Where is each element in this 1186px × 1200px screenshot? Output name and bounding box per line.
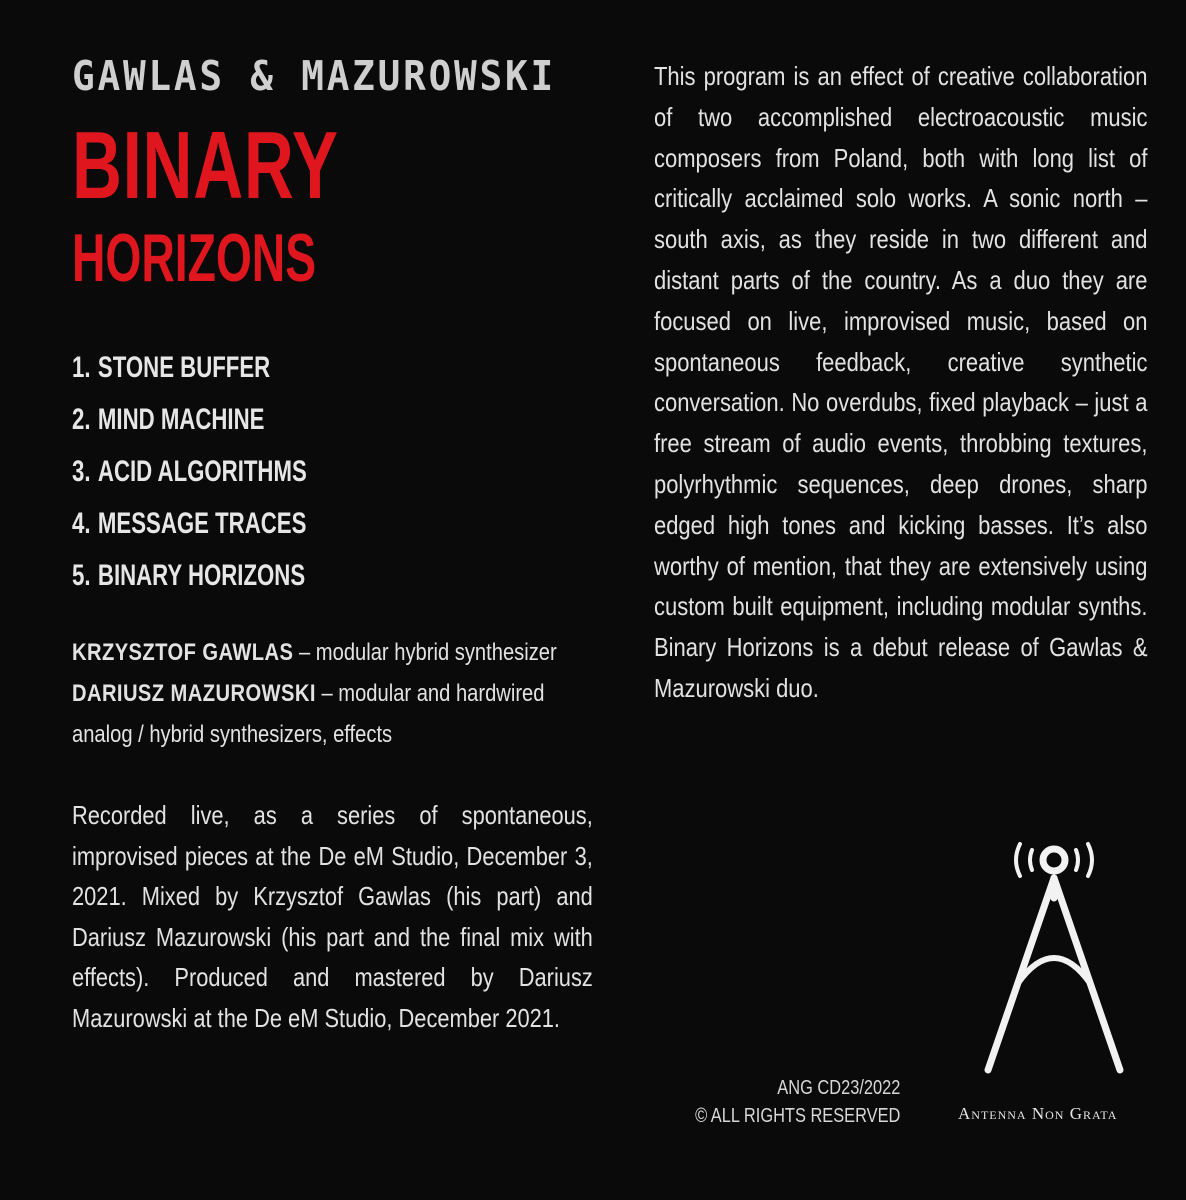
catalog-number: ANG CD23/2022 (776, 1077, 900, 1099)
credit-line (72, 673, 602, 714)
track-item (72, 342, 464, 394)
track-number: 5. (72, 559, 91, 592)
track-title: ACID ALGORITHMS (97, 455, 307, 488)
credits (72, 632, 602, 755)
credit-name: DARIUSZ MAZUROWSKI (72, 680, 316, 707)
credit-role: – modular hybrid synthesizer (298, 639, 557, 666)
description-text: This program is an effect of creative collaboration of two accomplished electroacoustic music composers from Poland, both with long list of critically acclaimed solo works. A sonic north – south axis, as they reside in two different and distant parts of the country. As a duo they are focused on live, improvised music, based on spontaneous feedback, creative synthetic conversation. No overdubs, fixed playback – just a free stream of audio events, throbbing textures, polyrhythmic sequences, deep drones, sharp edged high tones and kicking basses. It’s also worthy of mention, that they are extensively using custom built equipment, including modular synths. Binary Horizons is a debut release of Gawlas & Mazurowski duo. (654, 61, 1148, 703)
tracklist (72, 342, 602, 602)
track-number: 2. (72, 403, 91, 436)
track-title: MESSAGE TRACES (97, 507, 307, 540)
rights-notice: © ALL RIGHTS RESERVED (694, 1105, 900, 1127)
catalog-info (695, 1074, 900, 1130)
track-title: BINARY HORIZONS (97, 559, 306, 592)
track-number: 3. (72, 455, 91, 488)
track-number: 1. (72, 351, 91, 384)
track-title: STONE BUFFER (97, 351, 271, 384)
credit-name: KRZYSZTOF GAWLAS (72, 639, 294, 666)
antenna-tower-icon (960, 838, 1148, 1078)
track-title: MIND MACHINE (97, 403, 265, 436)
track-number: 4. (72, 507, 91, 540)
artist-name: GAWLAS & MAZUROWSKI (72, 52, 556, 100)
credit-role: – modular and hardwired (321, 680, 545, 707)
credit-line (72, 632, 602, 673)
track-item (72, 394, 464, 446)
recording-notes: Recorded live, as a series of spontaneous, improvised pieces at the De eM Studio, December 3, 2021. Mixed by Krzysztof Gawlas (his part) and Dariusz Mazurowski (his part and the final mix with effects). Produced and mastered by Dariusz Mazurowski at the De eM Studio, December 2021. (72, 800, 593, 1033)
track-item (72, 498, 464, 550)
track-item (72, 446, 464, 498)
label-name: Antenna Non Grata (958, 1104, 1118, 1123)
left-column (72, 52, 602, 1038)
album-title-sub: HORIZONS (72, 220, 317, 296)
credit-role-continued: analog / hybrid synthesizers, effects (72, 721, 393, 748)
album-title-main: BINARY (72, 112, 339, 219)
track-item (72, 550, 464, 602)
